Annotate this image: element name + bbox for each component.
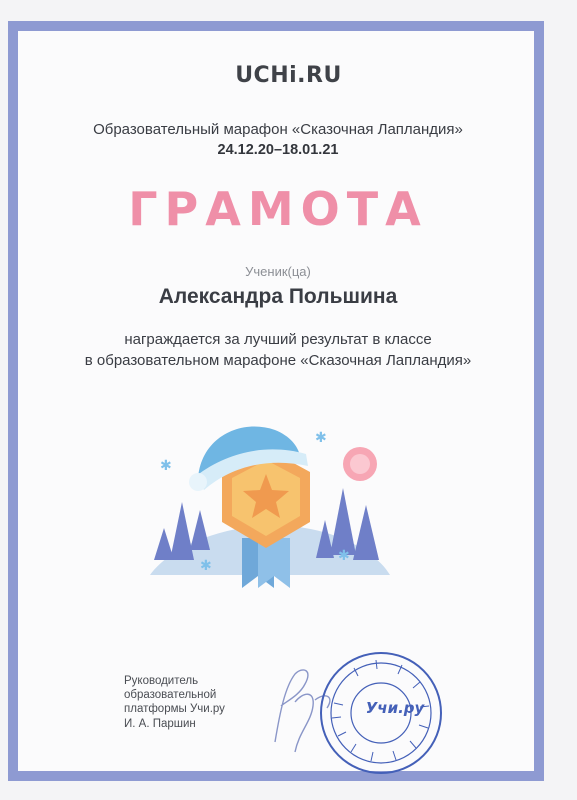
- student-label: Ученик(ца): [245, 264, 311, 279]
- uchi-ru-logo: UCHi.RU: [235, 63, 342, 88]
- award-line-1: награждается за лучший результат в классе: [124, 331, 432, 348]
- signer-role-line-1: Руководитель: [124, 675, 199, 687]
- student-name: Александра Польшина: [158, 285, 398, 308]
- svg-text:✱: ✱: [338, 548, 350, 564]
- signer-role: [124, 674, 225, 716]
- signer-role-line-2: образовательной: [124, 689, 217, 701]
- svg-text:✱: ✱: [160, 458, 172, 474]
- award-text: [0, 329, 556, 371]
- svg-text:✱: ✱: [315, 430, 327, 446]
- marathon-name: Образовательный марафон «Сказочная Лапландия»: [93, 121, 463, 138]
- signer-name: И. А. Паршин: [124, 718, 196, 730]
- seal-label: Учи.ру: [365, 699, 425, 717]
- award-line-2: в образовательном марафоне «Сказочная Лапландия»: [84, 352, 472, 369]
- svg-text:✱: ✱: [200, 558, 212, 574]
- winter-medal-illustration: [140, 410, 400, 595]
- signer-role-line-3: платформы Учи.ру: [124, 703, 225, 715]
- marathon-dates: 24.12.20–18.01.21: [217, 142, 339, 158]
- certificate-title: ГРАМОТА: [128, 182, 428, 236]
